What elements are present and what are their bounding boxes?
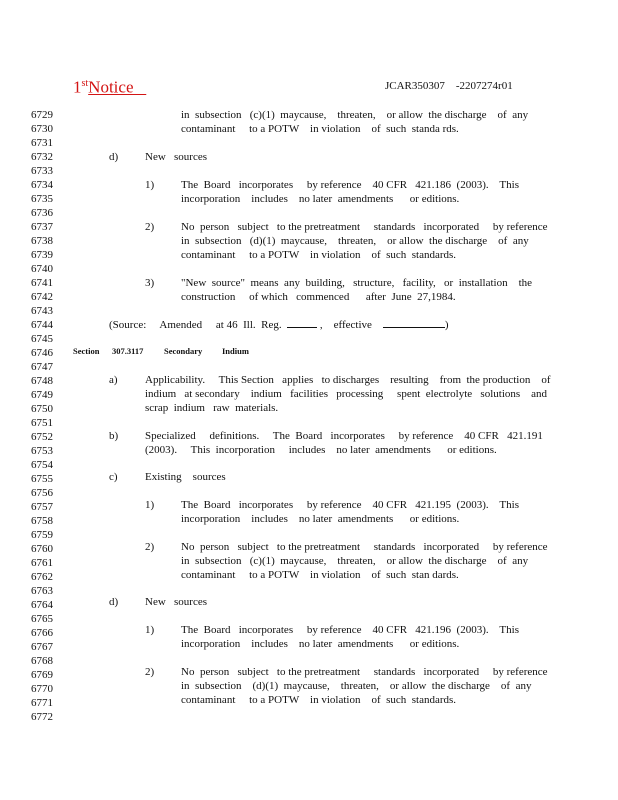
line-number: 6742: [31, 291, 53, 303]
source-note: (Source: Amended at 46 Ill. Reg. , effective ): [109, 319, 449, 331]
notice-header: 1stNotice: [73, 77, 147, 97]
subsection-heading: New sources: [145, 151, 208, 163]
line-number: 6732: [31, 151, 53, 163]
item-marker: 1): [145, 624, 155, 636]
text-line: construction of which commenced after June 27,1984.: [181, 291, 456, 303]
text-line: in subsection (c)(1) maycause, threaten, or allow the discharge of any: [181, 109, 529, 121]
item-marker: 1): [145, 499, 155, 511]
section-title-part: Indium: [222, 346, 249, 356]
line-number: 6735: [31, 193, 53, 205]
subsection-marker: a): [109, 374, 118, 386]
line-number: 6752: [31, 431, 53, 443]
subsection-marker: d): [109, 596, 119, 608]
line-number: 6737: [31, 221, 53, 233]
line-number: 6731: [31, 137, 53, 149]
section-title-part: Secondary: [164, 346, 203, 356]
item-marker: 2): [145, 221, 155, 233]
text-line: contaminant to a POTW in violation of such standards.: [181, 694, 457, 706]
line-number: 6755: [31, 473, 53, 485]
line-number: 6747: [31, 361, 53, 373]
line-number: 6750: [31, 403, 53, 415]
item-marker: 3): [145, 277, 155, 289]
line-number: 6743: [31, 305, 53, 317]
line-number: 6729: [31, 109, 53, 121]
subsection-heading: New sources: [145, 596, 208, 608]
line-number: 6767: [31, 641, 53, 653]
text-line: No person subject to the pretreatment standards incorporated by reference: [181, 666, 548, 678]
item-marker: 2): [145, 541, 155, 553]
text-line: Specialized definitions. The Board incorporates by reference 40 CFR 421.191: [145, 430, 543, 442]
notice-label: Notice: [88, 77, 147, 97]
line-number: 6760: [31, 543, 53, 555]
line-number: 6764: [31, 599, 53, 611]
line-number: 6749: [31, 389, 53, 401]
text-line: indium at secondary indium facilities processing spent electrolyte solutions and: [145, 388, 548, 400]
text-line: No person subject to the pretreatment standards incorporated by reference: [181, 541, 548, 553]
line-number: 6738: [31, 235, 53, 247]
line-number: 6769: [31, 669, 53, 681]
line-number: 6748: [31, 375, 53, 387]
text-line: contaminant to a POTW in violation of such standards.: [181, 249, 457, 261]
line-number: 6756: [31, 487, 53, 499]
line-number: 6751: [31, 417, 53, 429]
text-line: The Board incorporates by reference 40 CFR 421.186 (2003). This: [181, 179, 519, 191]
text-line: (2003). This incorporation includes no later amendments or editions.: [145, 444, 497, 456]
text-line: Applicability. This Section applies to discharges resulting from the production of: [145, 374, 551, 386]
text-line: in subsection (d)(1) maycause, threaten, or allow the discharge of any: [181, 235, 529, 247]
document-id: JCAR350307 -2207274r01: [385, 80, 513, 92]
line-number: 6739: [31, 249, 53, 261]
line-number: 6730: [31, 123, 53, 135]
line-number: 6746: [31, 347, 53, 359]
line-number: 6772: [31, 711, 53, 723]
line-number: 6745: [31, 333, 53, 345]
line-number: 6753: [31, 445, 53, 457]
subsection-marker: b): [109, 430, 119, 442]
line-number: 6741: [31, 277, 53, 289]
line-number: 6759: [31, 529, 53, 541]
line-number: 6771: [31, 697, 53, 709]
line-number: 6765: [31, 613, 53, 625]
text-line: The Board incorporates by reference 40 CFR 421.195 (2003). This: [181, 499, 519, 511]
item-marker: 2): [145, 666, 155, 678]
blank-line: [287, 317, 317, 328]
blank-line: [383, 317, 445, 328]
line-number: 6762: [31, 571, 53, 583]
subsection-heading: Existing sources: [145, 471, 226, 483]
text-line: No person subject to the pretreatment standards incorporated by reference: [181, 221, 548, 233]
text-line: contaminant to a POTW in violation of such standa rds.: [181, 123, 459, 135]
text-line: incorporation includes no later amendments or editions.: [181, 638, 460, 650]
item-marker: 1): [145, 179, 155, 191]
text-line: contaminant to a POTW in violation of such stan dards.: [181, 569, 459, 581]
section-number: 307.3117: [112, 346, 144, 356]
subsection-marker: d): [109, 151, 119, 163]
line-number: 6757: [31, 501, 53, 513]
line-number: 6740: [31, 263, 53, 275]
line-number: 6754: [31, 459, 53, 471]
text-line: incorporation includes no later amendments or editions.: [181, 193, 460, 205]
line-number: 6763: [31, 585, 53, 597]
text-line: incorporation includes no later amendments or editions.: [181, 513, 460, 525]
subsection-marker: c): [109, 471, 118, 483]
section-label: Section: [73, 346, 100, 356]
line-number: 6736: [31, 207, 53, 219]
text-line: The Board incorporates by reference 40 CFR 421.196 (2003). This: [181, 624, 519, 636]
line-number: 6761: [31, 557, 53, 569]
line-number: 6770: [31, 683, 53, 695]
line-number: 6758: [31, 515, 53, 527]
text-line: scrap indium raw materials.: [145, 402, 279, 414]
line-number: 6734: [31, 179, 53, 191]
line-number: 6744: [31, 319, 53, 331]
text-line: "New source" means any building, structure, facility, or installation the: [181, 277, 533, 289]
line-number: 6766: [31, 627, 53, 639]
line-number: 6768: [31, 655, 53, 667]
notice-superscript: st: [81, 78, 89, 89]
line-number: 6733: [31, 165, 53, 177]
text-line: in subsection (d)(1) maycause, threaten, or allow the discharge of any: [181, 680, 532, 692]
text-line: in subsection (c)(1) maycause, threaten, or allow the discharge of any: [181, 555, 529, 567]
